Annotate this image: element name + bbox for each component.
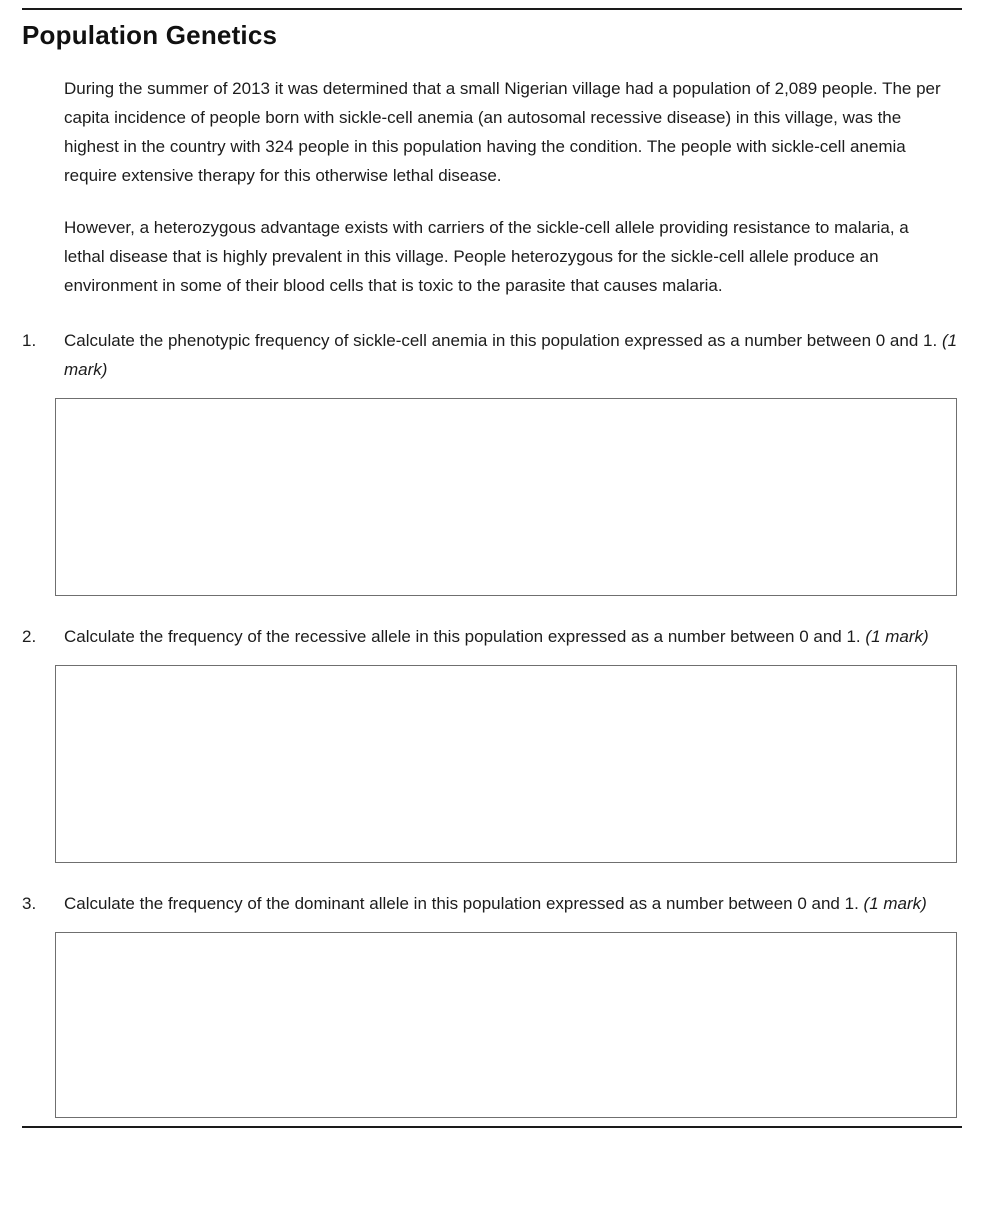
answer-box-q3[interactable] [55,932,957,1118]
question-2-number: 2. [22,627,37,646]
question-2-mark: (1 mark) [865,627,929,646]
question-3-text [64,889,962,918]
question-3-prompt: Calculate the frequency of the dominant allele in this population expressed as a number between 0 and 1. [64,894,859,913]
answer-box-q2[interactable] [55,665,957,863]
question-1-mark: (1 mark) [64,331,958,379]
question-2-text [64,622,962,651]
bottom-divider [22,1126,962,1128]
question-2 [22,622,962,651]
question-1-prompt: Calculate the phenotypic frequency of sickle-cell anemia in this population expressed as a number between 0 and 1. [64,331,938,350]
question-3 [22,889,962,918]
intro-paragraph-1: During the summer of 2013 it was determined that a small Nigerian village had a population of 2,089 people. The per capita incidence of people born with sickle-cell anemia (an autosomal recessive disease) in this village, was the highest in the country with 324 people in this population having the condition. The people with sickle-cell anemia require extensive therapy for this otherwise lethal disease. [64,79,941,185]
question-2-prompt: Calculate the frequency of the recessive allele in this population expressed as a number between 0 and 1. [64,627,861,646]
page-title: Population Genetics [22,20,278,50]
question-3-number: 3. [22,894,37,913]
answer-box-q1[interactable] [55,398,957,596]
question-1-number: 1. [22,331,37,350]
top-divider [22,8,962,10]
question-1-text [64,326,962,384]
question-3-mark: (1 mark) [863,894,927,913]
intro-paragraph-2: However, a heterozygous advantage exists with carriers of the sickle-cell allele providing resistance to malaria, a lethal disease that is highly prevalent in this village. People heterozygous for the sickle-cell allele produce an environment in some of their blood cells that is toxic to the parasite that causes malaria. [64,218,909,295]
question-1 [22,326,962,384]
